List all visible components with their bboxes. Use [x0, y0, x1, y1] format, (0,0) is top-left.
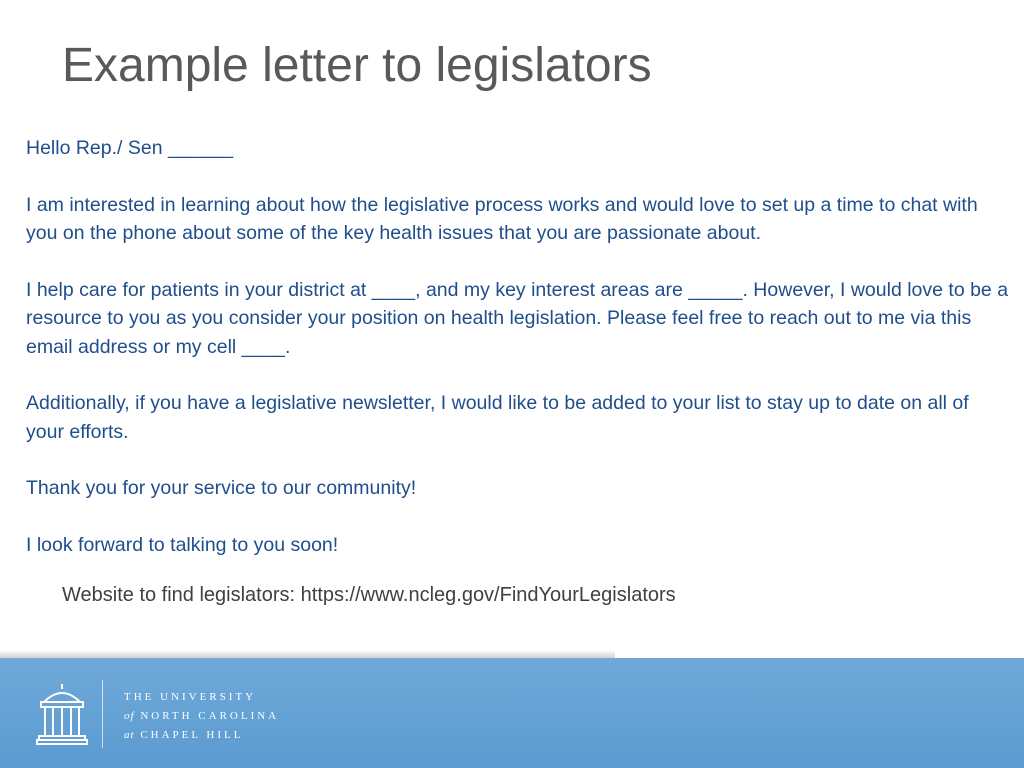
- university-line-3: at CHAPEL HILL: [124, 729, 244, 741]
- letter-paragraph-1: I am interested in learning about how the legislative process works and would love to set up a time to chat with you on the phone about some of the key health issues that you are passionate about.: [26, 193, 978, 244]
- logo-divider: [102, 680, 103, 748]
- paragraph-gap: [26, 361, 1011, 389]
- letter-paragraph-4: Thank you for your service to our community!: [26, 477, 417, 499]
- example-letter: [26, 134, 1011, 559]
- old-well-icon: [36, 680, 88, 746]
- paragraph-gap: [26, 446, 1011, 474]
- letter-greeting: Hello Rep./ Sen ______: [26, 137, 234, 159]
- university-line-1: THE UNIVERSITY: [124, 691, 257, 703]
- paragraph-gap: [26, 248, 1011, 276]
- university-wordmark: [124, 688, 279, 745]
- letter-closing: I look forward to talking to you soon!: [26, 533, 339, 556]
- paragraph-gap: [26, 503, 1011, 531]
- letter-paragraph-2: I help care for patients in your district at ____, and my key interest areas are _____. However, I would love to be a resource to you as you consider your position on health legislation. Please feel free to reach out to me via this email address or my cell ____.: [26, 278, 1009, 358]
- letter-paragraph-3: Additionally, if you have a legislative newsletter, I would like to be added to your list to stay up to date on all of your efforts.: [26, 392, 969, 443]
- university-line-2: of NORTH CAROLINA: [124, 710, 280, 722]
- paragraph-gap: [26, 163, 1011, 191]
- slide-title: Example letter to legislators: [62, 39, 652, 92]
- website-reference: Website to find legislators: https://www.ncleg.gov/FindYourLegislators: [62, 584, 676, 606]
- footer-shadow: [0, 650, 615, 658]
